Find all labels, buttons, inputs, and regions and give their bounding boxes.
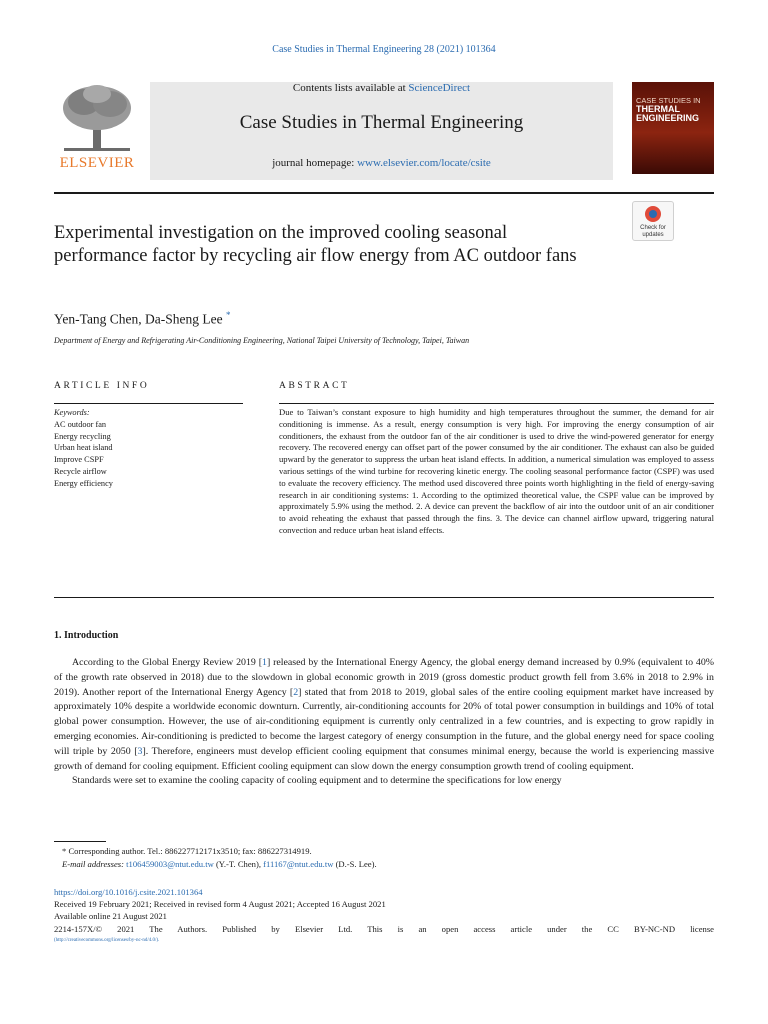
- email-label: E-mail addresses:: [62, 859, 124, 869]
- intro-paragraph-1: [54, 656, 714, 774]
- article-info-heading: ARTICLE INFO: [54, 381, 150, 391]
- check-updates-label: Check for updates: [640, 225, 666, 238]
- keywords-block: [54, 407, 243, 490]
- license-statement: 2214-157X/© 2021 The Authors. Published by Elsevier Ltd. This is an open access article under the CC BY-NC-ND license: [54, 923, 714, 934]
- keywords-label: Keywords:: [54, 408, 90, 417]
- running-head[interactable]: Case Studies in Thermal Engineering 28 (2021) 101364: [272, 44, 496, 55]
- author-list: [54, 310, 231, 328]
- intro-text: ]. Therefore, engineers must develop efficient cooling equipment that consumes minimal energy, because the world is experiencing massive growth of demand for cooling equipment. Efficient cooling equipment can slow down the energy consumption growth trend of cooling equipment.: [54, 745, 714, 772]
- journal-title: Case Studies in Thermal Engineering: [239, 112, 524, 133]
- paper-title: Experimental investigation on the improved cooling seasonal performance factor by recycling air flow energy from AC outdoor fans: [54, 223, 577, 266]
- contents-line: [150, 82, 613, 94]
- keyword-item: Energy recycling: [54, 431, 111, 441]
- publication-info: [54, 886, 714, 947]
- contents-prefix: Contents lists available at: [292, 82, 409, 94]
- keyword-item: Improve CSPF: [54, 455, 104, 465]
- abstract-end-rule: [54, 597, 714, 598]
- abstract-heading: ABSTRACT: [279, 381, 350, 391]
- authors-text: Yen-Tang Chen, Da-Sheng Lee: [54, 311, 223, 327]
- journal-cover-text: [636, 96, 712, 123]
- check-updates-icon: [645, 206, 661, 222]
- keyword-item: AC outdoor fan: [54, 419, 107, 429]
- abstract-text: Due to Taiwan’s constant exposure to high humidity and high temperatures throughout the summer, the demand for air conditioning is immense. As a result, energy consumption is very high. For improving the energy consumption of air conditioners, the exhaust from the outdoor fan of the air conditioner is used to drive the wind-powered generator for energy recovery. The recovered energy can offset part of the power consumed by the air conditioner. The exhaust can also be guided upward by the generator to suppress the urban heat island effects. In addition, a numerical simulation was employed to assess various settings of the wind turbine for recovering kinetic energy. The cooling seasonal performance factor (CSPF) was used to evaluate the recovery efficiency. The method used discovered three points worth highlighting in the field of energy-saving research in air conditioning systems: 1. According to the optimized theoretical value, the CSPF value can be improved by approximately 5.9% using the method. 2. A device can prevent the backflow of air into the outdoor unit of an air conditioner to avoid reheating the exhaust that passed through the fins. 3. The device can channel airflow upward, triggering natural convection and reduce urban heat island effects.: [279, 407, 714, 535]
- header-rule: [54, 192, 714, 194]
- cover-line-2: THERMAL ENGINEERING: [636, 104, 700, 123]
- license-link[interactable]: (http://creativecommons.org/licenses/by-nc-nd/4.0/).: [54, 937, 160, 943]
- elsevier-wordmark: ELSEVIER: [59, 155, 135, 171]
- footnote: [54, 845, 714, 871]
- citation-link[interactable]: 2: [293, 686, 299, 698]
- section-heading-introduction: 1. Introduction: [54, 630, 119, 641]
- intro-paragraph-2: Standards were set to examine the cooling capacity of cooling equipment and to determine the specifications for low energy: [72, 775, 562, 787]
- email-owner: (Y.-T. Chen),: [213, 859, 264, 869]
- intro-text: ] released by the International Energy Agency, the global energy demand increased by 0.9% (equivalent to 40% of the growth rate observed in 2018) due to the slowdown in global economic growth in 2019 (gross domestic product growth fell from 3.6% in 2018 to 2.9% in 2019). Another report of the International Energy Agency [: [54, 657, 715, 698]
- corresponding-author-note: * Corresponding author. Tel.: 886227712171x3510; fax: 886227314919.: [62, 846, 312, 856]
- email-owner: (D.-S. Lee).: [333, 859, 377, 869]
- keyword-item: Energy efficiency: [54, 478, 113, 488]
- article-info-rule: [54, 403, 243, 404]
- citation-link[interactable]: 1: [262, 657, 267, 668]
- footnote-rule: [54, 841, 106, 842]
- corresponding-author-mark[interactable]: *: [226, 310, 231, 320]
- cover-line-1: CASE STUDIES IN: [636, 96, 701, 105]
- abstract-rule: [279, 403, 714, 404]
- affiliation: Department of Energy and Refrigerating Air-Conditioning Engineering, National Taipei University of Technology, Taipei, Taiwan: [54, 336, 470, 345]
- available-online: Available online 21 August 2021: [54, 911, 167, 922]
- homepage-prefix: journal homepage:: [272, 157, 358, 169]
- doi-link[interactable]: https://doi.org/10.1016/j.csite.2021.101364: [54, 887, 203, 897]
- check-for-updates-button[interactable]: [632, 201, 674, 241]
- citation-link[interactable]: 3: [137, 745, 143, 757]
- email-link[interactable]: f11167@ntut.edu.tw: [263, 859, 334, 869]
- intro-text: ] stated that from 2018 to 2019, global sales of the entire cooling equipment market have increased by approximately 10% despite a worldwide economic downturn. Currently, air-conditioning accounts for 20% of total power consumption in buildings and 10% of total global power consumption. However, the use of air-conditioning equipment is currently only centralized in a few countries, and is expecting to grow rapidly in emerging economies. Air-conditioning is predicted to become the largest category of energy consumption in the future, and the global energy need for space cooling will triple by 2050 [: [54, 686, 714, 757]
- email-addresses: [54, 858, 714, 871]
- journal-homepage: [150, 157, 613, 169]
- homepage-link[interactable]: www.elsevier.com/locate/csite: [357, 157, 491, 169]
- sciencedirect-link[interactable]: ScienceDirect: [408, 82, 471, 94]
- email-link[interactable]: t106459003@ntut.edu.tw: [126, 859, 214, 869]
- introduction-body: [54, 656, 714, 789]
- intro-text: According to the Global Energy Review 2019 [: [72, 657, 263, 668]
- keyword-item: Urban heat island: [54, 443, 113, 453]
- received-dates: Received 19 February 2021; Received in revised form 4 August 2021; Accepted 16 August 2021: [54, 899, 386, 910]
- keyword-item: Recycle airflow: [54, 466, 107, 476]
